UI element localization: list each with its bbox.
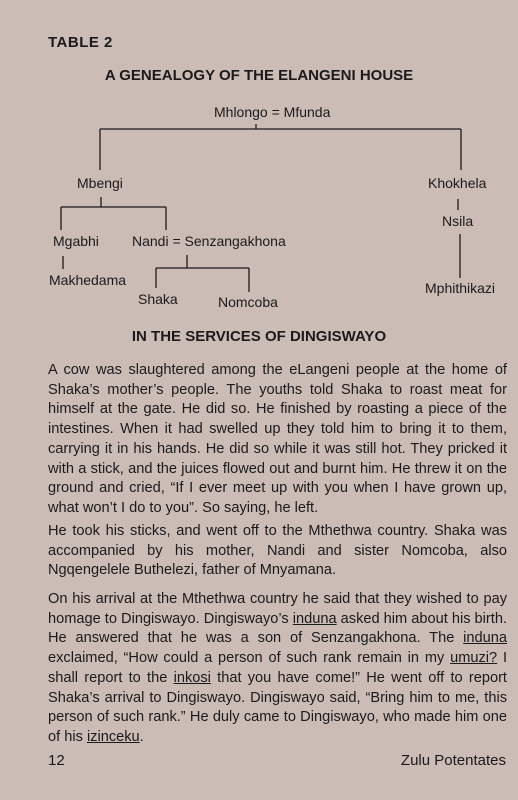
genealogy-node-shaka: Shaka [138, 291, 178, 307]
genealogy-node-khokhela: Khokhela [428, 175, 487, 191]
paragraph-3-text: . [139, 728, 144, 745]
term-izinceku: izinceku [86, 728, 140, 745]
genealogy-node-nsila: Nsila [442, 213, 474, 229]
section-heading: IN THE SERVICES OF DINGISWAYO [131, 328, 387, 345]
paragraph-3-text: On his arrival at the Mthethwa country he said that they wished to pay homage to Dingiswayo. Dingiswayo’s [48, 591, 507, 627]
genealogy-node-root: Mhlongo = Mfunda [214, 104, 331, 120]
genealogy-node-mbengi: Mbengi [77, 175, 123, 191]
genealogy-node-nomcoba: Nomcoba [218, 294, 278, 310]
genealogy-node-makhedama: Makhedama [49, 272, 127, 288]
term-induna: induna [292, 610, 337, 627]
paragraph-1: A cow was slaughtered among the eLangeni people at the home of Shaka’s mother’s people. The youths told Shaka to roast meat for himself at the gate. He did so. He finished by roasting a piece of the intestines. When it had swelled up they told him to bring it to them, carrying it in his hands. He did so while it was still hot. They pricked it with a stick, and the juices flowed out and burnt him. He threw it on the ground and cried, “If I ever meet up with you when I have grown up, what won’t I do to you”. So saying, he left. [48, 362, 507, 516]
genealogy-node-nandi: Nandi = Senzangakhona [132, 233, 286, 249]
paragraph-3 [48, 590, 507, 748]
term-induna: induna [463, 630, 507, 647]
book-title: Zulu Potentates [400, 752, 506, 769]
paragraph-3-text: exclaimed, “How could a person of such rank remain in my [48, 650, 451, 667]
page-number: 12 [48, 752, 65, 769]
genealogy-node-mphithikazi: Mphithikazi [425, 280, 496, 296]
genealogy-node-mgabhi: Mgabhi [53, 233, 99, 249]
paragraph-3-text: I shall report to the [48, 650, 507, 686]
term-inkosi: inkosi [173, 669, 211, 686]
paragraph-2: He took his sticks, and went off to the Mthethwa country. Shaka was accompanied by his mother, Nandi and sister Nomcoba, also Ngqengelele Buthelezi, father of Mnyamana. [48, 523, 507, 579]
term-umuzi: umuzi? [450, 650, 498, 667]
table-title: A GENEALOGY OF THE ELANGENI HOUSE [104, 67, 414, 84]
table-label: TABLE 2 [48, 34, 113, 51]
paragraph-3-text: asked him about his birth. He answered that he was a son of Senzangakhona. The [48, 610, 508, 647]
paragraph-3-text: that you have come!” He went off to report Shaka’s arrival to Dingiswayo. Dingiswayo said, “Bring him to me, this person of such rank.” He duly came to Dingiswayo, who made him one of his [48, 669, 507, 745]
